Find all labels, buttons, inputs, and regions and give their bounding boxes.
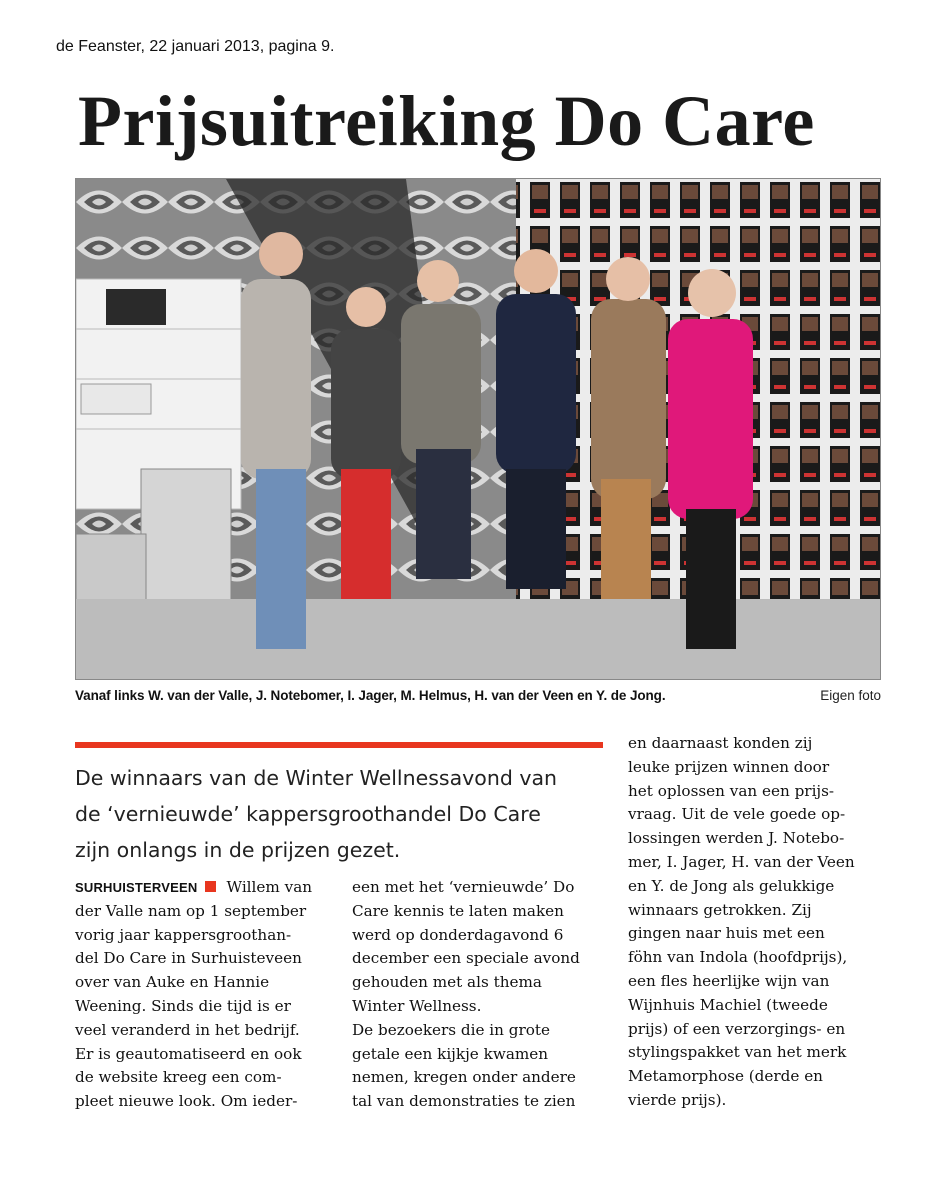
dateline: SURHUISTERVEEN (75, 880, 198, 895)
body-line: Care kennis te laten maken (352, 901, 564, 920)
body-line: Weening. Sinds die tijd is er (75, 996, 291, 1015)
body-line: leuke prijzen winnen door (628, 757, 830, 776)
body-line: prijs) of een verzorgings- en (628, 1019, 846, 1038)
body-line: tal van demonstraties te zien (352, 1092, 576, 1111)
body-line: Er is geautomatiseerd en ook (75, 1044, 302, 1063)
body-line: gingen naar huis met een (628, 924, 825, 943)
body-line: winnaars getrokken. Zij (628, 900, 812, 919)
body-line: over van Auke en Hannie (75, 973, 270, 992)
body-line: De bezoekers die in grote (352, 1020, 550, 1039)
body-line: de website kreeg een com- (75, 1068, 282, 1087)
red-divider (75, 742, 603, 748)
body-column-1 (75, 876, 337, 1114)
body-line: Metamorphose (derde en (628, 1067, 823, 1086)
body-line: föhn van Indola (hoofdprijs), (628, 948, 848, 967)
body-line: der Valle nam op 1 september (75, 901, 307, 920)
photo-caption (75, 688, 881, 703)
body-first-line-text: Willem van (226, 878, 313, 896)
intro-line: De winnaars van de Winter Wellnessavond van (75, 766, 558, 790)
body-line: mer, I. Jager, H. van der Veen (628, 852, 855, 871)
intro-paragraph (75, 760, 605, 868)
body-line: pleet nieuwe look. Om ieder- (75, 1092, 298, 1111)
group-photo (75, 178, 881, 680)
body-line: veel veranderd in het bedrijf. (75, 1020, 300, 1039)
caption-names: Vanaf links W. van der Valle, J. Notebomer, I. Jager, M. Helmus, H. van der Veen en Y. de Jong. (75, 688, 666, 703)
body-line: vraag. Uit de vele goede op- (628, 805, 846, 824)
body-line: stylingspakket van het merk (628, 1043, 847, 1062)
photo-credit: Eigen foto (820, 688, 881, 703)
body-line (75, 876, 337, 900)
intro-line: zijn onlangs in de prijzen gezet. (75, 838, 401, 862)
body-column-3 (628, 732, 878, 1113)
body-line: Wijnhuis Machiel (tweede (628, 995, 828, 1014)
source-line: de Feanster, 22 januari 2013, pagina 9. (56, 38, 335, 55)
body-line: december een speciale avond (352, 949, 580, 968)
body-line: een met het ‘vernieuwde’ Do (352, 878, 575, 896)
body-column-2 (352, 876, 602, 1114)
body-line: nemen, kregen onder andere (352, 1068, 576, 1087)
body-line: en daarnaast konden zij (628, 734, 813, 752)
body-line: het oplossen van een prijs- (628, 781, 835, 800)
body-line: gehouden met als thema (352, 973, 542, 992)
red-square-icon (205, 881, 216, 892)
body-line: een fles heerlijke wijn van (628, 971, 830, 990)
body-line: getale een kijkje kwamen (352, 1044, 549, 1063)
body-line: lossingen werden J. Notebo- (628, 829, 845, 848)
headline: Prijsuitreiking Do Care (78, 81, 815, 161)
body-line: vierde prijs). (628, 1090, 727, 1109)
body-line: Winter Wellness. (352, 996, 482, 1015)
body-line: vorig jaar kappersgroothan- (75, 925, 292, 944)
body-line: en Y. de Jong als gelukkige (628, 876, 835, 895)
body-line: werd op donderdagavond 6 (352, 925, 564, 944)
body-line: del Do Care in Surhuisteveen (75, 949, 302, 968)
intro-line: de ‘vernieuwde’ kappersgroothandel Do Care (75, 802, 541, 826)
